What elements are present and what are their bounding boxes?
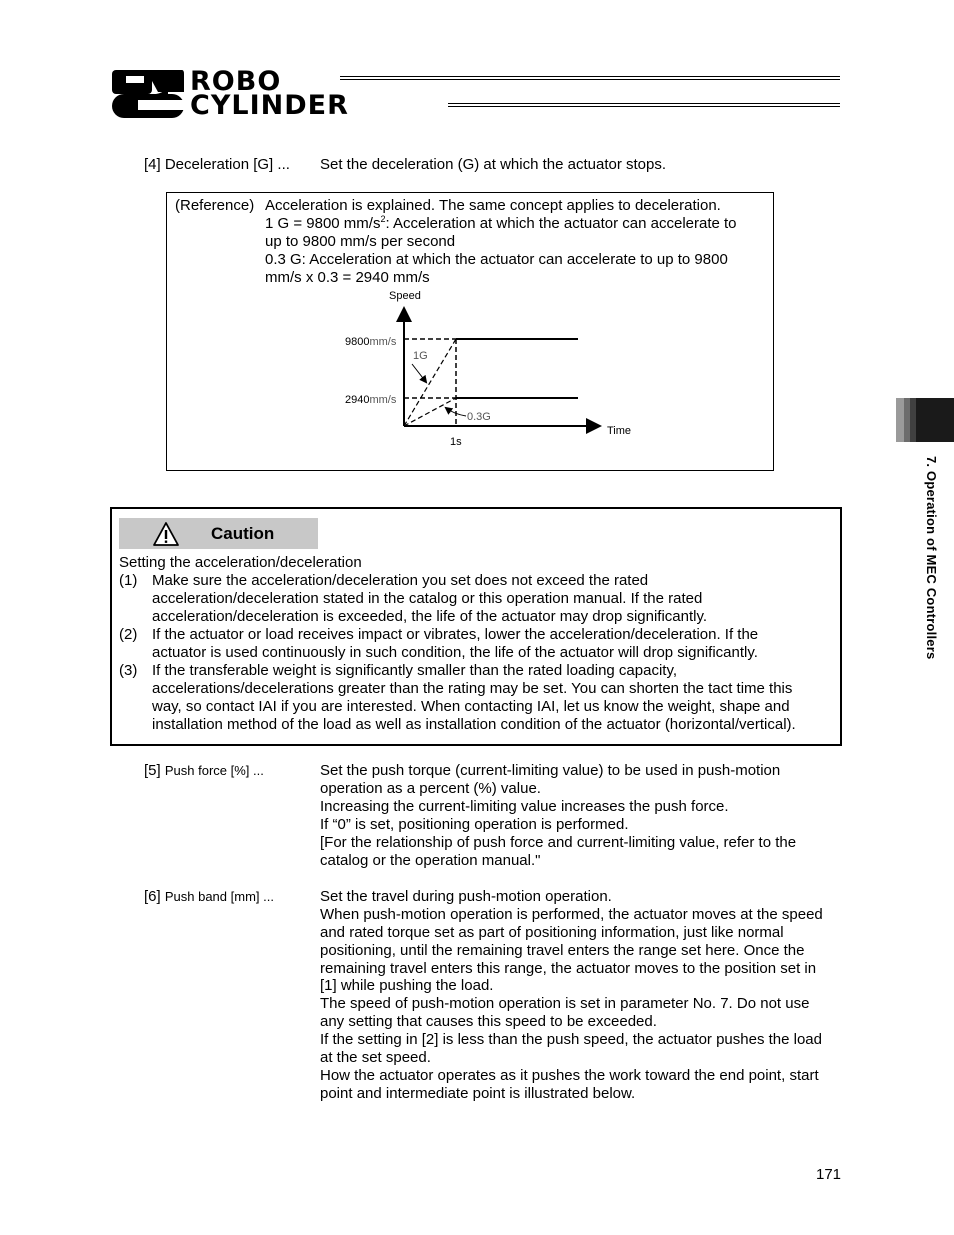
item6-line3: and rated torque set as part of positioning information, just like normal xyxy=(320,924,784,941)
item4-label: [4] Deceleration [G] ... xyxy=(144,156,290,173)
caution-intro: Setting the acceleration/deceleration xyxy=(119,554,362,571)
item5-line1: Set the push torque (current-limiting value) to be used in push-motion xyxy=(320,762,781,779)
arrow-1g xyxy=(412,364,426,382)
header-rule-top xyxy=(340,76,840,80)
item6-line8: any setting that causes this speed to be exceeded. xyxy=(320,1013,657,1030)
warning-triangle-icon xyxy=(152,521,180,547)
item6-line10: at the set speed. xyxy=(320,1049,431,1066)
item6-line6: [1] while pushing the load. xyxy=(320,977,494,994)
reference-line2-b: : Acceleration at which the actuator can accelerate to xyxy=(385,215,737,232)
graph-level-low xyxy=(345,394,396,406)
chapter-label: 7. Operation of MEC Controllers xyxy=(924,456,939,660)
caution-item1-line3: acceleration/deceleration is exceeded, the life of the actuator may drop significantly. xyxy=(152,608,708,625)
item5-line6: catalog or the operation manual." xyxy=(320,852,541,869)
item4-text: Set the deceleration (G) at which the actuator stops. xyxy=(320,156,667,173)
item6-num: [6] xyxy=(144,888,161,905)
graph-level-high-num: 9800 xyxy=(345,336,370,348)
reference-line2 xyxy=(265,215,737,234)
caution-title: Caution xyxy=(211,524,275,543)
graph-x-label: Time xyxy=(607,425,632,437)
item6-line4: positioning, until the remaining travel enters the range set here. Once the xyxy=(320,942,805,959)
item6-line5: remaining travel enters this range, the actuator moves to the position set in xyxy=(320,960,817,977)
logo-robo: ROBO xyxy=(190,66,282,97)
reference-line4: 0.3 G: Acceleration at which the actuator can accelerate to up to 9800 xyxy=(265,251,728,268)
graph-level-high xyxy=(345,336,396,348)
item6-line12: point and intermediate point is illustrated below. xyxy=(320,1085,636,1102)
graph-y-label: Speed xyxy=(389,290,421,302)
caution-item3-line3: way, so contact IAI if you are interested. When contacting IAI, let us know the weight, shape and xyxy=(152,698,790,715)
reference-line5: mm/s x 0.3 = 2940 mm/s xyxy=(265,269,430,286)
graph-1s-label: 1s xyxy=(450,436,462,448)
item6-label: Push band [mm] ... xyxy=(164,889,274,904)
item5-num: [5] xyxy=(144,762,161,779)
logo-cylinder: CYLINDER xyxy=(190,90,349,121)
item5-line3: Increasing the current-limiting value increases the push force. xyxy=(320,798,729,815)
caution-item1-line1: Make sure the acceleration/deceleration you set does not exceed the rated xyxy=(152,572,649,589)
graph-level-low-unit: mm/s xyxy=(369,394,397,406)
caution-item1-line2: acceleration/deceleration stated in the catalog or this operation manual. If the rated xyxy=(152,590,703,607)
item6-line1: Set the travel during push-motion operation. xyxy=(320,888,612,905)
graph-level-high-unit: mm/s xyxy=(369,336,397,348)
graph-03g-label: 0.3G xyxy=(467,411,491,423)
item5-line4: If “0” is set, positioning operation is performed. xyxy=(320,816,629,833)
item5-heading xyxy=(144,762,264,780)
item6-line7: The speed of push-motion operation is set in parameter No. 7. Do not use xyxy=(320,995,810,1012)
speed-time-graph xyxy=(330,288,650,458)
reference-tag: (Reference) xyxy=(175,197,255,214)
caution-item3-num: (3) xyxy=(119,662,138,679)
caution-item3-line1: If the transferable weight is significantly smaller than the rated loading capacity, xyxy=(152,662,677,679)
caution-item3-line2: accelerations/decelerations greater than the rating may be set. You can shorten the tact time this xyxy=(152,680,793,697)
reference-line1: Acceleration is explained. The same concept applies to deceleration. xyxy=(265,197,721,214)
chapter-tab-icon xyxy=(896,398,954,442)
item6-line11: How the actuator operates as it pushes the work toward the end point, start xyxy=(320,1067,819,1084)
caution-item1-num: (1) xyxy=(119,572,138,589)
caution-item2-num: (2) xyxy=(119,626,138,643)
reference-line2-a: 1 G = 9800 mm/s xyxy=(265,215,381,232)
item6-line9: If the setting in [2] is less than the push speed, the actuator pushes the load xyxy=(320,1031,822,1048)
graph-1g-label: 1G xyxy=(413,350,428,362)
caution-item3-line4: installation method of the load as well as installation condition of the actuator (horizontal/vertical). xyxy=(152,716,796,733)
item5-line2: operation as a percent (%) value. xyxy=(320,780,541,797)
reference-line3: up to 9800 mm/s per second xyxy=(265,233,456,250)
caution-item2-line1: If the actuator or load receives impact or vibrates, lower the acceleration/deceleration. If the xyxy=(152,626,759,643)
item6-line2: When push-motion operation is performed, the actuator moves at the speed xyxy=(320,906,823,923)
item5-line5: [For the relationship of push force and current-limiting value, refer to the xyxy=(320,834,797,851)
graph-level-low-num: 2940 xyxy=(345,394,370,406)
page-number: 171 xyxy=(816,1166,842,1183)
item5-label: Push force [%] ... xyxy=(164,763,264,778)
caution-item2-line2: actuator is used continuously in such condition, the life of the actuator will drop significantly. xyxy=(152,644,758,661)
line-1g-ramp xyxy=(404,339,456,426)
rc-logo-icon xyxy=(110,68,186,120)
header-rule-bottom xyxy=(448,103,840,107)
item6-heading xyxy=(144,888,274,906)
reference-line2-sup: 2 xyxy=(380,214,386,224)
